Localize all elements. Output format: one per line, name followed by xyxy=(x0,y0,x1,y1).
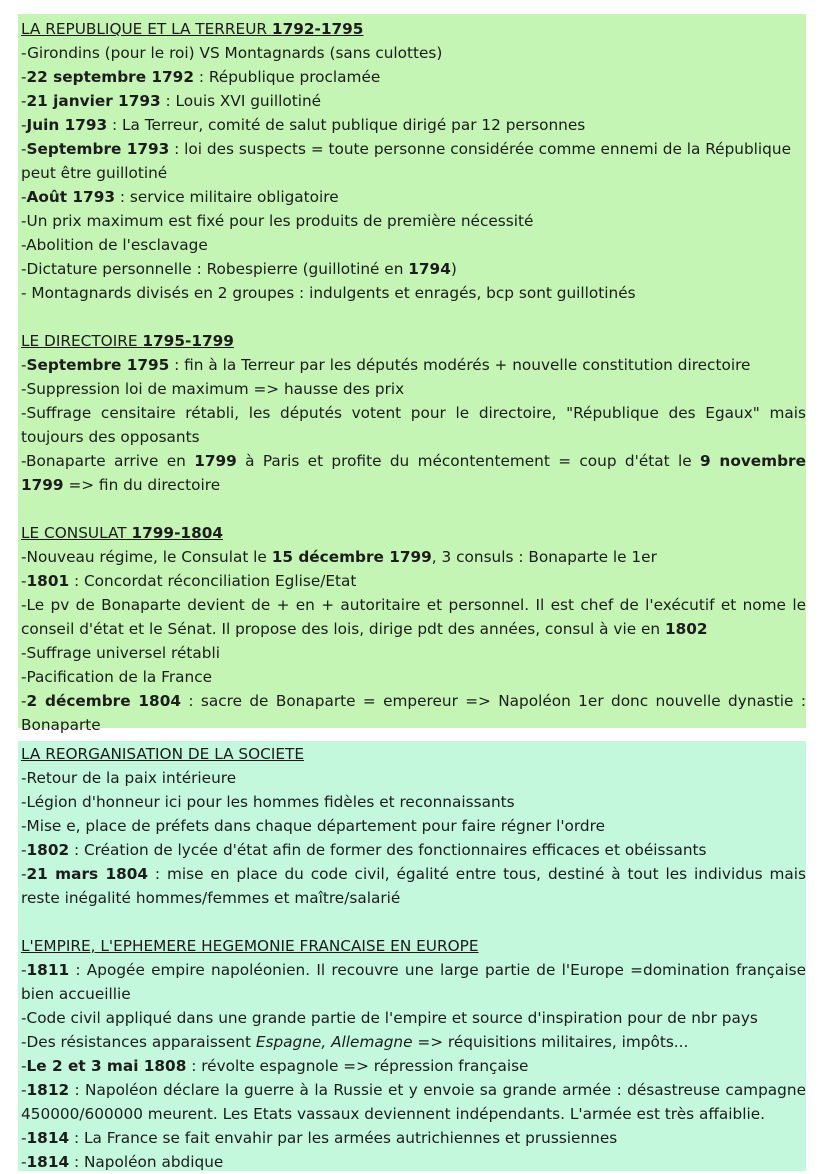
list-item: -Le 2 et 3 mai 1808 : révolte espagnole => répression française xyxy=(21,1057,529,1075)
list-item: -1812 : Napoléon déclare la guerre à la Russie et y envoie sa grande armée : désastreuse campagne xyxy=(21,1081,806,1099)
teal-block-empire xyxy=(18,741,806,1171)
list-item: -1802 : Création de lycée d'état afin de former des fonctionnaires efficaces et obéissants xyxy=(21,841,707,859)
spacer xyxy=(21,305,806,329)
section-heading-reorganisation: LA REORGANISATION DE LA SOCIETE xyxy=(21,745,305,763)
list-item: -Un prix maximum est fixé pour les produits de première nécessité xyxy=(21,212,534,230)
list-item: -Légion d'honneur ici pour les hommes fidèles et reconnaissants xyxy=(21,793,515,811)
section-heading-directoire: LE DIRECTOIRE 1795-1799 xyxy=(21,332,234,350)
list-item: - Montagnards divisés en 2 groupes : indulgents et enragés, bcp sont guillotinés xyxy=(21,284,636,302)
list-item: -Suffrage universel rétabli xyxy=(21,644,220,662)
list-item: bien accueillie xyxy=(21,985,131,1003)
list-item: -Dictature personnelle : Robespierre (guillotiné en 1794) xyxy=(21,260,457,278)
green-block-revolution xyxy=(18,14,806,734)
list-item: -Septembre 1795 : fin à la Terreur par les députés modérés + nouvelle constitution directoire xyxy=(21,356,751,374)
section-heading-empire: L'EMPIRE, L'EPHEMERE HEGEMONIE FRANCAISE EN EUROPE xyxy=(21,937,479,955)
list-item: -Nouveau régime, le Consulat le 15 décembre 1799, 3 consuls : Bonaparte le 1er xyxy=(21,548,657,566)
list-item: -Code civil appliqué dans une grande partie de l'empire et source d'inspiration pour de nbr pays xyxy=(21,1009,758,1027)
list-item: -1801 : Concordat réconciliation Eglise/Etat xyxy=(21,572,357,590)
list-item: 1799 => fin du directoire xyxy=(21,476,221,494)
section-heading-republique: LA REPUBLIQUE ET LA TERREUR 1792-1795 xyxy=(21,20,364,38)
list-item: -Mise e, place de préfets dans chaque département pour faire régner l'ordre xyxy=(21,817,605,835)
list-item: -Abolition de l'esclavage xyxy=(21,236,208,254)
list-item: peut être guillotiné xyxy=(21,164,168,182)
list-item: 450000/600000 meurent. Les Etats vassaux deviennent indépendants. L'armée est très affaiblie. xyxy=(21,1105,766,1123)
section-heading-consulat: LE CONSULAT 1799-1804 xyxy=(21,524,223,542)
list-item: reste inégalité hommes/femmes et maître/salarié xyxy=(21,889,401,907)
spacer xyxy=(21,497,806,521)
list-item: -22 septembre 1792 : République proclamée xyxy=(21,68,381,86)
list-item: -Le pv de Bonaparte devient de + en + autoritaire et personnel. Il est chef de l'exécutif et nome le xyxy=(21,596,806,614)
list-item: -21 janvier 1793 : Louis XVI guillotiné xyxy=(21,92,322,110)
list-item: -21 mars 1804 : mise en place du code civil, égalité entre tous, destiné à tout les individus mais xyxy=(21,865,806,883)
list-item: -1814 : La France se fait envahir par les armées autrichiennes et prussiennes xyxy=(21,1129,618,1147)
list-item: toujours des opposants xyxy=(21,428,200,446)
list-item: -Suffrage censitaire rétabli, les députés votent pour le directoire, "République des Egaux" mais xyxy=(21,404,806,422)
list-item: conseil d'état et le Sénat. Il propose des lois, dirige pdt des années, consul à vie en 1802 xyxy=(21,620,708,638)
list-item: -Août 1793 : service militaire obligatoire xyxy=(21,188,339,206)
list-item: -Juin 1793 : La Terreur, comité de salut publique dirigé par 12 personnes xyxy=(21,116,586,134)
list-item: -1814 : Napoléon abdique xyxy=(21,1153,224,1171)
list-item: -Pacification de la France xyxy=(21,668,213,686)
list-item: Bonaparte xyxy=(21,716,101,734)
list-item: -Des résistances apparaissent Espagne, Allemagne => réquisitions militaires, impôts... xyxy=(21,1033,689,1051)
spacer xyxy=(21,910,806,934)
list-item: -2 décembre 1804 : sacre de Bonaparte = empereur => Napoléon 1er donc nouvelle dynastie : xyxy=(21,692,806,710)
list-item: -Bonaparte arrive en 1799 à Paris et profite du mécontentement = coup d'état le 9 novembre xyxy=(21,452,806,470)
list-item: -Septembre 1793 : loi des suspects = toute personne considérée comme ennemi de la République xyxy=(21,140,792,158)
list-item: -Girondins (pour le roi) VS Montagnards (sans culottes) xyxy=(21,44,443,62)
list-item: -Suppression loi de maximum => hausse des prix xyxy=(21,380,405,398)
list-item: -Retour de la paix intérieure xyxy=(21,769,237,787)
list-item: -1811 : Apogée empire napoléonien. Il recouvre une large partie de l'Europe =domination française xyxy=(21,961,806,979)
